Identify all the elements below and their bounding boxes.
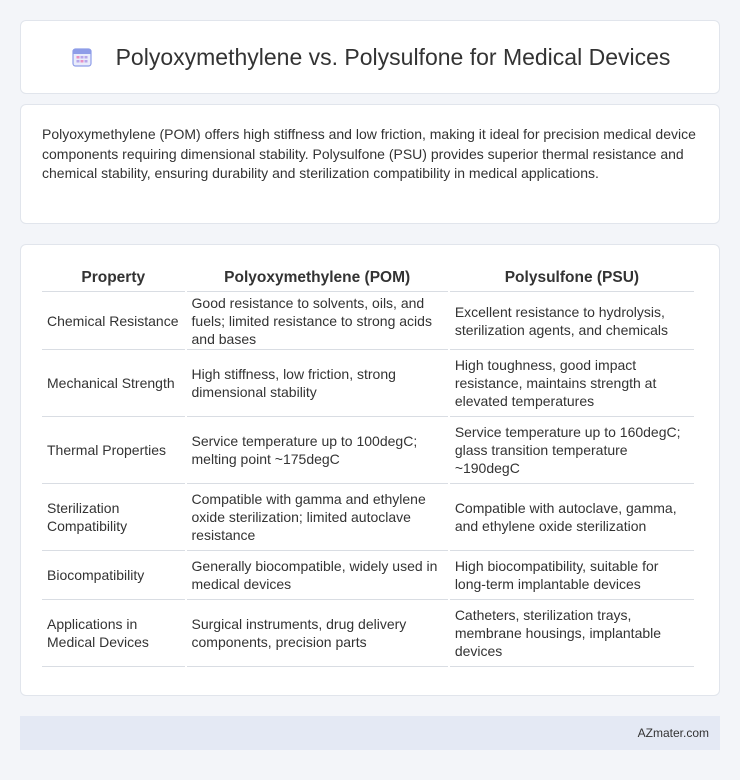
psu-cell: Service temperature up to 160degC; glass transition temperature ~190degC — [450, 417, 694, 484]
psu-cell: Excellent resistance to hydrolysis, sterilization agents, and chemicals — [450, 292, 694, 350]
table-row — [42, 551, 694, 600]
table-row — [42, 350, 694, 417]
intro-paragraph: Polyoxymethylene (POM) offers high stiffness and low friction, making it ideal for precision medical device components requiring dimensional stability. Polysulfone (PSU) provides superior thermal resistance and chemical stability, ensuring durability and sterilization compatibility in medical applications. — [42, 126, 696, 181]
header-card — [20, 20, 720, 94]
footer-brand: AZmater.com — [637, 726, 709, 740]
psu-cell: Catheters, sterilization trays, membrane housings, implantable devices — [450, 600, 694, 667]
calendar-icon — [70, 45, 94, 69]
table-row — [42, 600, 694, 667]
comparison-table — [40, 264, 696, 667]
table-row — [42, 417, 694, 484]
property-cell: Thermal Properties — [42, 417, 185, 484]
table-row — [42, 292, 694, 350]
pom-cell: Compatible with gamma and ethylene oxide sterilization; limited autoclave resistance — [187, 484, 448, 551]
psu-cell: Compatible with autoclave, gamma, and ethylene oxide sterilization — [450, 484, 694, 551]
psu-cell: High toughness, good impact resistance, maintains strength at elevated temperatures — [450, 350, 694, 417]
property-cell: Biocompatibility — [42, 551, 185, 600]
pom-cell: Surgical instruments, drug delivery components, precision parts — [187, 600, 448, 667]
intro-card — [20, 104, 720, 224]
psu-cell: High biocompatibility, suitable for long-term implantable devices — [450, 551, 694, 600]
column-header-property: Property — [42, 264, 185, 292]
column-header-psu: Polysulfone (PSU) — [450, 264, 694, 292]
property-cell: Mechanical Strength — [42, 350, 185, 417]
property-cell: Applications in Medical Devices — [42, 600, 185, 667]
table-header-row — [42, 264, 694, 292]
pom-cell: Service temperature up to 100degC; melting point ~175degC — [187, 417, 448, 484]
comparison-card — [20, 244, 720, 696]
pom-cell: Generally biocompatible, widely used in medical devices — [187, 551, 448, 600]
table-row — [42, 484, 694, 551]
page-title: Polyoxymethylene vs. Polysulfone for Medical Devices — [115, 43, 671, 70]
property-cell: Chemical Resistance — [42, 292, 185, 350]
pom-cell: High stiffness, low friction, strong dimensional stability — [187, 350, 448, 417]
property-cell: Sterilization Compatibility — [42, 484, 185, 551]
column-header-pom: Polyoxymethylene (POM) — [187, 264, 448, 292]
pom-cell: Good resistance to solvents, oils, and fuels; limited resistance to strong acids and bases — [187, 292, 448, 350]
footer-bar — [20, 716, 720, 750]
